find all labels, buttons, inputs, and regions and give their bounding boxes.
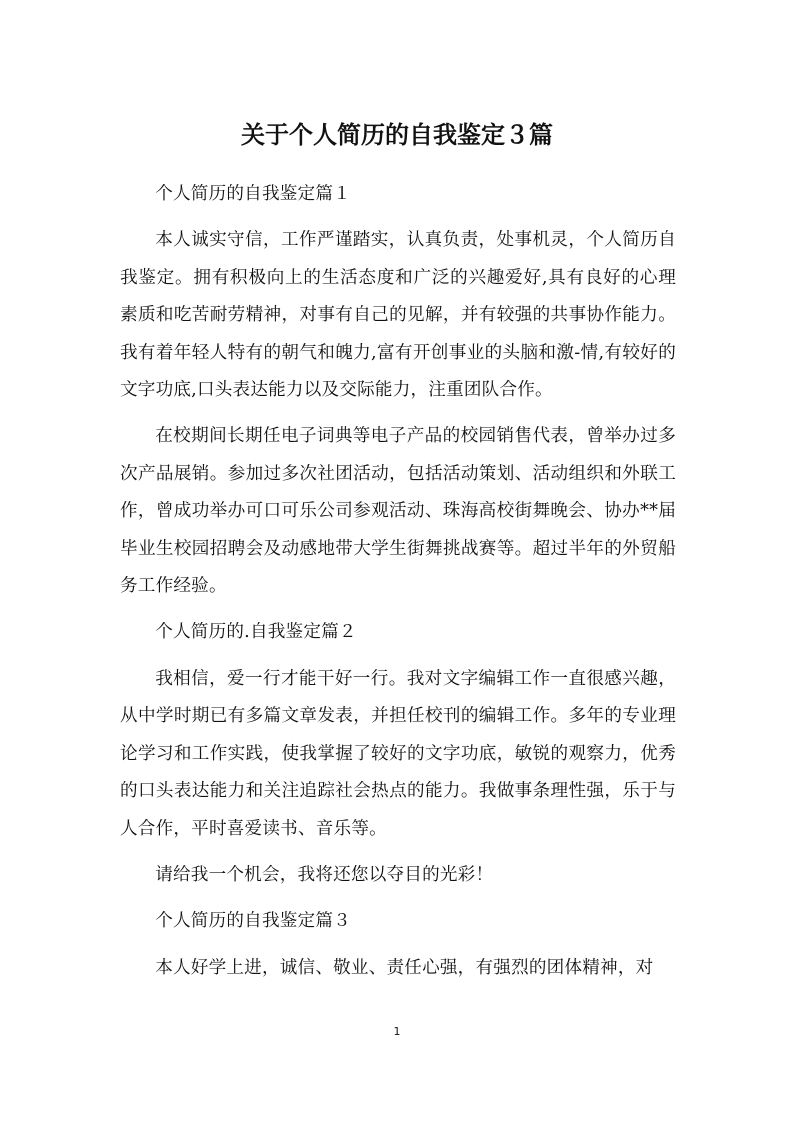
page-number: 1: [393, 1025, 401, 1038]
document-title: 关于个人简历的自我鉴定３篇: [241, 121, 553, 149]
paragraph-1: 本人诚实守信，工作严谨踏实，认真负责，处事机灵，个人简历自我鉴定。拥有积极向上的生活态度和广泛的兴趣爱好,具有良好的心理素质和吃苦耐劳精神，对事有自己的见解，并有较强的共事协作能力。我有着年轻人特有的朝气和魄力,富有开创事业的头脑和激-情,有较好的文字功底,口头表达能力以及交际能力，注重团队合作。: [120, 230, 676, 401]
paragraph-5: 本人好学上进，诚信、敬业、责任心强，有强烈的团体精神，对: [155, 957, 654, 978]
section-heading-3: 个人简历的自我鉴定篇３: [155, 911, 351, 932]
paragraph-4: 请给我一个机会，我将还您以夺目的光彩！: [155, 864, 494, 885]
paragraph-3: 我相信，爱一行才能干好一行。我对文字编辑工作一直很感兴趣，从中学时期已有多篇文章发表，并担任校刊的编辑工作。多年的专业理论学习和工作实践，使我掌握了较好的文字功底，敏锐的观察力，优秀的口头表达能力和关注追踪社会热点的能力。我做事条理性强，乐于与人合作，平时喜爱读书、音乐等。: [120, 668, 676, 839]
section-heading-2: 个人简历的.自我鉴定篇２: [155, 622, 357, 643]
paragraph-2: 在校期间长期任电子词典等电子产品的校园销售代表，曾举办过多次产品展销。参加过多次社团活动，包括活动策划、活动组织和外联工作，曾成功举办可口可乐公司参观活动、珠海高校街舞晚会、协办**届毕业生校园招聘会及动感地带大学生街舞挑战赛等。超过半年的外贸船务工作经验。: [120, 426, 676, 597]
section-heading-1: 个人简历的自我鉴定篇１: [155, 184, 351, 204]
document-body: [120, 176, 676, 996]
